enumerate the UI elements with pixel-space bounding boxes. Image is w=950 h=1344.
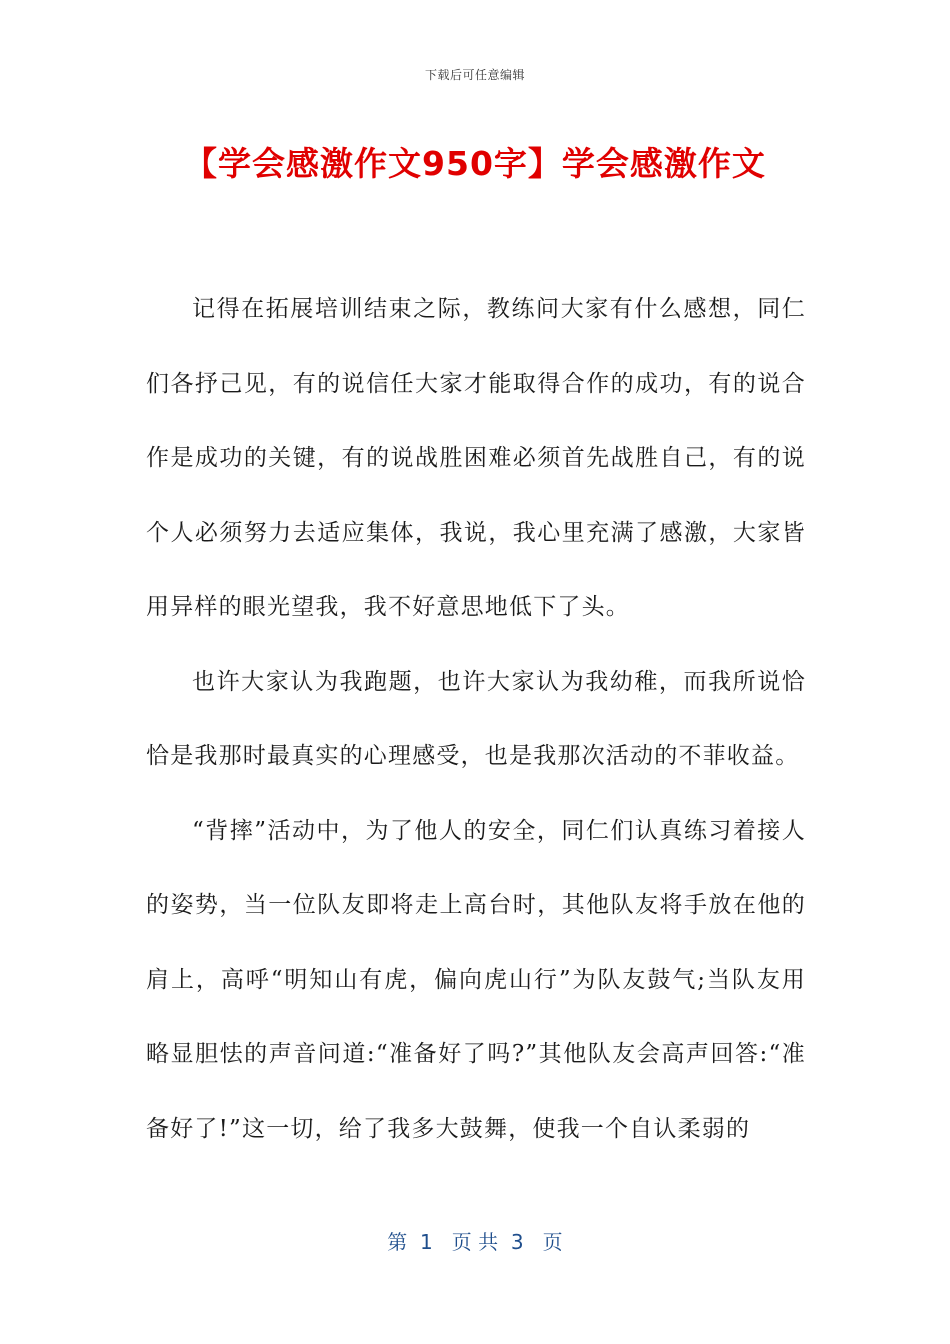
header-note: 下载后可任意编辑 (424, 68, 525, 82)
paragraph: 也许大家认为我跑题，也许大家认为我幼稚，而我所说恰恰是我那时最真实的心理感受，也是我那次活动的不菲收益。 (146, 668, 806, 769)
paragraph: 记得在拓展培训结束之际，教练问大家有什么感想，同仁们各抒己见，有的说信任大家才能取得合作的成功，有的说合作是成功的关键，有的说战胜困难必须首先战胜自己，有的说个人必须努力去适应集体，我说，我心里充满了感激，大家皆用异样的眼光望我，我不好意思地低下了头。 (146, 296, 806, 620)
paragraph: “背摔”活动中，为了他人的安全，同仁们认真练习着接人的姿势，当一位队友即将走上高台时，其他队友将手放在他的肩上，高呼“明知山有虎，偏向虎山行”为队友鼓气;当队友用略显胆怯的声音问道:“准备好了吗?”其他队友会高声回答:“准备好了!”这一切，给了我多大鼓舞，使我一个自认柔弱的 (146, 817, 806, 1142)
document-title: 【学会感激作文950字】学会感激作文 (184, 144, 766, 183)
document-body (146, 272, 806, 1166)
page-number-footer: 第 1 页 共 3 页 (387, 1230, 563, 1254)
